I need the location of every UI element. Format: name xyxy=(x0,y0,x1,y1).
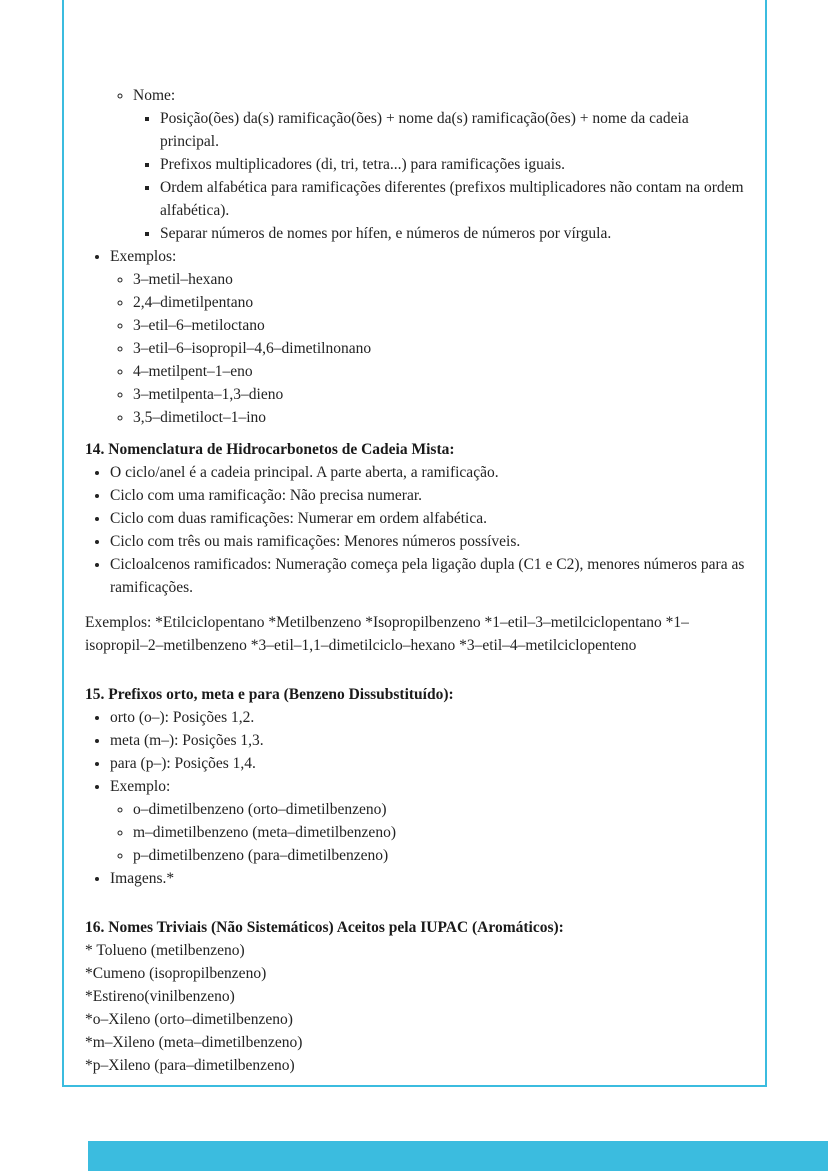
list-item: ◦ 3,5–dimetiloct–1–ino xyxy=(133,406,747,429)
section-16-heading: 16. Nomes Triviais (Não Sistemáticos) Aceitos pela IUPAC (Aromáticos): xyxy=(85,919,564,936)
section-15-list xyxy=(85,706,747,890)
exemplo-label: Exemplo: xyxy=(110,778,171,795)
list-item: ▪ Ordem alfabética para ramificações diferentes (prefixos multiplicadores não contam na ordem alfabética). xyxy=(160,176,747,222)
nome-label: Nome: xyxy=(133,87,176,104)
list-item: ▪ Posição(ões) da(s) ramificação(ões) + nome da(s) ramificação(ões) + nome da cadeia principal. xyxy=(160,107,747,153)
list-item: • Imagens.* xyxy=(110,867,747,890)
document-content xyxy=(64,0,765,1077)
trivial-name-line: *p–Xileno (para–dimetilbenzeno) xyxy=(85,1057,295,1074)
section-14-list xyxy=(85,461,747,599)
list-item: ◦ 3–etil–6–metiloctano xyxy=(133,314,747,337)
exemplos-label: Exemplos: xyxy=(110,248,177,265)
list-item: • Ciclo com uma ramificação: Não precisa numerar. xyxy=(110,484,747,507)
list-item: • Cicloalcenos ramificados: Numeração começa pela ligação dupla (C1 e C2), menores números para as ramificações. xyxy=(110,553,747,599)
nome-sublist xyxy=(133,107,747,245)
section-14-examples-paragraph: Exemplos: *Etilciclopentano *Metilbenzeno *Isopropilbenzeno *1–etil–3–metilciclopentano *1–isopropil–2–metilbenzeno *3–etil–1,1–dimetilciclo–hexano *3–etil–4–metilciclopenteno xyxy=(85,614,689,654)
list-item: ◦ p–dimetilbenzeno (para–dimetilbenzeno) xyxy=(133,844,747,867)
list-item: ◦ o–dimetilbenzeno (orto–dimetilbenzeno) xyxy=(133,798,747,821)
list-item: ◦ m–dimetilbenzeno (meta–dimetilbenzeno) xyxy=(133,821,747,844)
exemplo-sublist xyxy=(110,798,747,867)
exemplos-sublist xyxy=(110,268,747,429)
footer-accent-bar xyxy=(88,1141,828,1171)
list-item: • Ciclo com duas ramificações: Numerar em ordem alfabética. xyxy=(110,507,747,530)
list-item: • orto (o–): Posições 1,2. xyxy=(110,706,747,729)
list-item: • Ciclo com três ou mais ramificações: Menores números possíveis. xyxy=(110,530,747,553)
list-item: • meta (m–): Posições 1,3. xyxy=(110,729,747,752)
document-border-frame xyxy=(62,0,767,1087)
list-item xyxy=(110,245,747,429)
trivial-name-line: *Cumeno (isopropilbenzeno) xyxy=(85,965,267,982)
list-item: ◦ 3–metilpenta–1,3–dieno xyxy=(133,383,747,406)
list-item: ▪ Separar números de nomes por hífen, e números de números por vírgula. xyxy=(160,222,747,245)
nome-list xyxy=(85,84,747,245)
list-item: ◦ 2,4–dimetilpentano xyxy=(133,291,747,314)
list-item: ▪ Prefixos multiplicadores (di, tri, tetra...) para ramificações iguais. xyxy=(160,153,747,176)
list-item: ◦ 3–metil–hexano xyxy=(133,268,747,291)
trivial-name-line: *o–Xileno (orto–dimetilbenzeno) xyxy=(85,1011,293,1028)
section-14-heading: 14. Nomenclatura de Hidrocarbonetos de Cadeia Mista: xyxy=(85,441,455,458)
list-item: • para (p–): Posições 1,4. xyxy=(110,752,747,775)
list-item: ◦ 4–metilpent–1–eno xyxy=(133,360,747,383)
section-15-heading: 15. Prefixos orto, meta e para (Benzeno Dissubstituído): xyxy=(85,686,454,703)
exemplos-list xyxy=(85,245,747,429)
trivial-name-line: *Estireno(vinilbenzeno) xyxy=(85,988,235,1005)
list-item: • O ciclo/anel é a cadeia principal. A parte aberta, a ramificação. xyxy=(110,461,747,484)
list-item: ◦ 3–etil–6–isopropil–4,6–dimetilnonano xyxy=(133,337,747,360)
list-item xyxy=(133,84,747,245)
trivial-name-line: * Tolueno (metilbenzeno) xyxy=(85,942,245,959)
trivial-name-line: *m–Xileno (meta–dimetilbenzeno) xyxy=(85,1034,303,1051)
list-item xyxy=(110,775,747,867)
